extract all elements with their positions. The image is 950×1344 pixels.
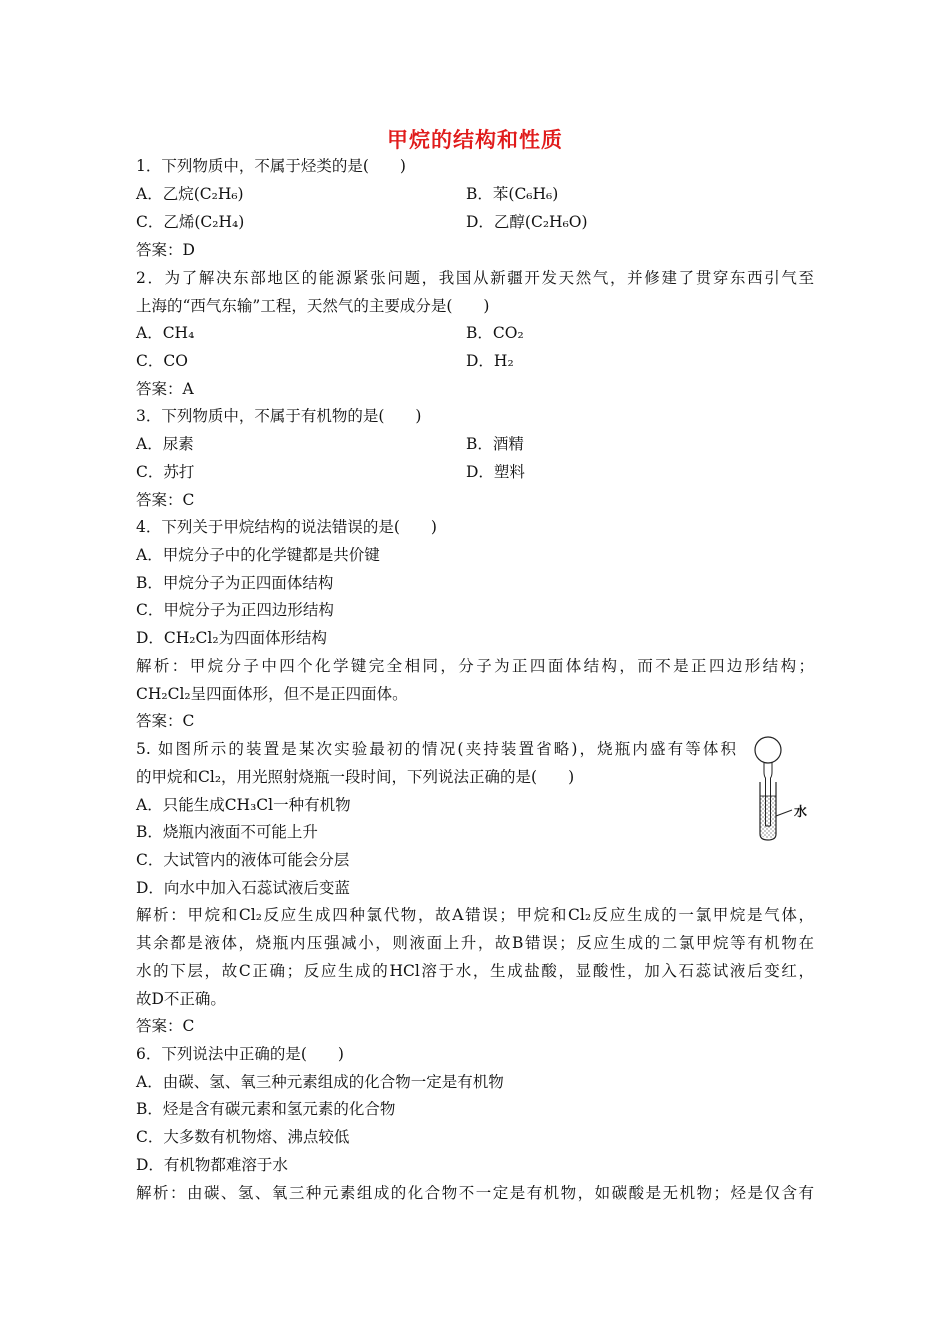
answer: 答案：A — [136, 380, 194, 398]
option-a: A．乙烷(C₂H₆) — [136, 185, 244, 203]
page-title: 甲烷的结构和性质 — [387, 128, 563, 152]
question-6: 6．下列说法中正确的是( ) — [136, 1045, 344, 1063]
option-c: C．苏打 — [136, 463, 195, 481]
question-3: 3．下列物质中，不属于有机物的是( ) — [136, 407, 422, 425]
apparatus-figure — [744, 734, 814, 846]
option-b: B．苯(C₆H₆) — [466, 185, 559, 203]
option-a: A．尿素 — [136, 435, 194, 453]
question-1: 1．下列物质中，不属于烃类的是( ) — [136, 157, 406, 175]
question-5: 5. 如图所示的装置是某次实验最初的情况(夹持装置省略)，烧瓶内盛有等体积 — [136, 740, 736, 758]
question-2: 2．为了解决东部地区的能源紧张问题，我国从新疆开发天然气，并修建了贯穿东西引气至 — [136, 269, 814, 287]
option-b: B．烃是含有碳元素和氢元素的化合物 — [136, 1100, 396, 1118]
explanation-cont: 水的下层，故C正确；反应生成的HCl溶于水，生成盐酸，显酸性，加入石蕊试液后变红， — [136, 962, 814, 980]
explanation: 解析：甲烷分子中四个化学键完全相同，分子为正四面体结构，而不是正四边形结构； — [136, 657, 814, 675]
option-a: A．只能生成CH₃Cl一种有机物 — [136, 796, 351, 814]
question-5-cont: 的甲烷和Cl₂，用光照射烧瓶一段时间，下列说法正确的是( ) — [136, 768, 575, 786]
option-c: C．乙烯(C₂H₄) — [136, 213, 245, 231]
option-b: B．酒精 — [466, 435, 524, 453]
option-d: D．塑料 — [466, 463, 525, 481]
option-d: D．向水中加入石蕊试液后变蓝 — [136, 879, 350, 897]
explanation: 解析：甲烷和Cl₂反应生成四种氯代物，故A错误；甲烷和Cl₂反应生成的一氯甲烷是气体， — [136, 906, 814, 924]
answer: 答案：C — [136, 712, 195, 730]
answer: 答案：D — [136, 241, 195, 259]
answer: 答案：C — [136, 491, 195, 509]
option-b: B．CO₂ — [466, 324, 524, 342]
option-c: C．大试管内的液体可能会分层 — [136, 851, 350, 869]
question-2-cont: 上海的“西气东输”工程，天然气的主要成分是( ) — [136, 297, 490, 315]
option-d: D．CH₂Cl₂为四面体形结构 — [136, 629, 328, 647]
option-b: B．甲烷分子为正四面体结构 — [136, 574, 334, 592]
option-d: D．H₂ — [466, 352, 514, 370]
question-4: 4．下列关于甲烷结构的说法错误的是( ) — [136, 518, 437, 536]
explanation: 解析：由碳、氢、氧三种元素组成的化合物不一定是有机物，如碳酸是无机物；烃是仅含有 — [136, 1184, 814, 1202]
flask-bulb — [755, 737, 781, 763]
option-a: A．甲烷分子中的化学键都是共价键 — [136, 546, 380, 564]
option-d: D．有机物都难溶于水 — [136, 1156, 288, 1174]
option-c: C．甲烷分子为正四边形结构 — [136, 601, 334, 619]
label-leader-line — [776, 810, 792, 816]
option-c: C．大多数有机物熔、沸点较低 — [136, 1128, 350, 1146]
option-c: C．CO — [136, 352, 188, 370]
water-label: 水 — [794, 805, 808, 820]
option-a: A．由碳、氢、氧三种元素组成的化合物一定是有机物 — [136, 1073, 504, 1091]
option-b: B．烧瓶内液面不可能上升 — [136, 823, 318, 841]
answer: 答案：C — [136, 1017, 195, 1035]
explanation-cont: CH₂Cl₂呈四面体形，但不是正四面体。 — [136, 685, 408, 703]
option-a: A．CH₄ — [136, 324, 195, 342]
option-d: D．乙醇(C₂H₆O) — [466, 213, 588, 231]
explanation-cont: 故D不正确。 — [136, 990, 226, 1008]
explanation-cont: 其余都是液体，烧瓶内压强减小，则液面上升，故B错误；反应生成的二氯甲烷等有机物在 — [136, 934, 814, 952]
test-tube — [760, 782, 776, 840]
